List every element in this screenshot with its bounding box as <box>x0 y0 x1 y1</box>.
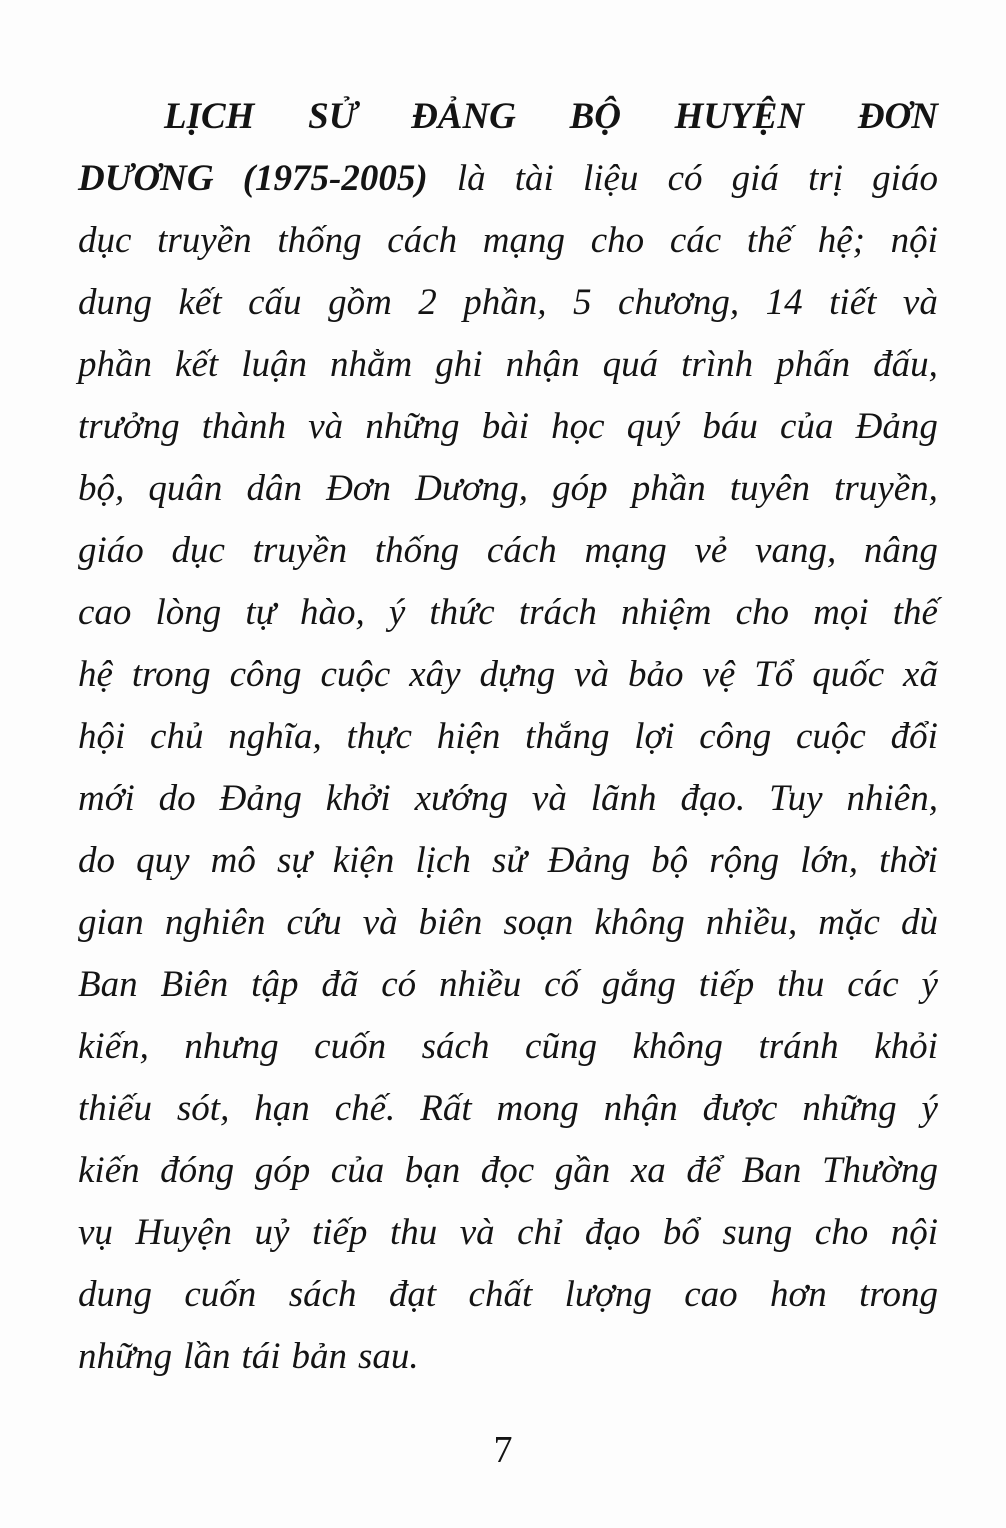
word: và <box>574 654 610 695</box>
word: cứu <box>286 902 342 943</box>
word: vụ <box>78 1212 113 1253</box>
text-line <box>78 1140 938 1202</box>
word: do <box>78 840 115 881</box>
word: mới <box>78 778 135 819</box>
word: ĐƠN <box>857 96 938 137</box>
word: do <box>158 778 196 819</box>
text-line <box>78 954 938 1016</box>
word: dục <box>78 220 132 261</box>
word: cuốn <box>314 1026 387 1067</box>
text-line <box>78 396 938 458</box>
word: báu <box>702 406 758 447</box>
word: 14 <box>765 282 803 323</box>
word: thu <box>777 964 825 1005</box>
word: cách <box>486 530 557 571</box>
word: mạng <box>584 530 667 571</box>
word: mọi <box>813 592 869 633</box>
word: Tổ <box>754 654 794 695</box>
text-line <box>78 1326 938 1388</box>
word: tự <box>245 592 276 633</box>
word: chỉ <box>517 1212 563 1253</box>
word: trị <box>808 158 844 199</box>
word: dung <box>78 1274 152 1315</box>
word: lợi <box>634 716 675 757</box>
word: nghiên <box>164 902 266 943</box>
word: khởi <box>325 778 391 819</box>
word: sót, <box>176 1088 230 1129</box>
word: thắng <box>525 716 610 757</box>
text-line <box>78 458 938 520</box>
word: thống <box>277 220 362 261</box>
word: khỏi <box>874 1026 938 1067</box>
word: và <box>531 778 567 819</box>
word: bài <box>481 406 529 447</box>
word: trình <box>681 344 754 385</box>
word: thế <box>746 220 793 261</box>
word: vang, <box>755 530 837 571</box>
word: nâng <box>863 530 938 571</box>
word: lãnh <box>590 778 657 819</box>
text-line <box>78 892 938 954</box>
word: bổ <box>662 1212 700 1253</box>
word: bộ, <box>78 468 125 509</box>
word: giáo <box>78 530 144 571</box>
body-paragraph <box>78 86 938 1388</box>
word: đạt <box>388 1274 437 1315</box>
word: rộng <box>709 840 780 881</box>
text-line <box>78 520 938 582</box>
word: lớn, <box>800 840 858 881</box>
word: tiết <box>829 282 877 323</box>
word: nhận <box>603 1088 678 1129</box>
word: cao <box>684 1274 738 1315</box>
word: nghĩa, <box>228 716 322 757</box>
text-line <box>78 1202 938 1264</box>
word: mô <box>210 840 256 881</box>
word: ý <box>388 592 406 633</box>
word: đổi <box>890 716 938 757</box>
text-line <box>78 334 938 396</box>
text-line <box>78 86 938 148</box>
text-line <box>78 1016 938 1078</box>
word: Rất <box>420 1088 472 1129</box>
word: thu <box>389 1212 438 1253</box>
word: sau. <box>358 1336 419 1377</box>
word: giáo <box>872 158 938 199</box>
word: chủ <box>150 716 204 757</box>
word: hơn <box>770 1274 827 1315</box>
word: BỘ <box>569 96 621 137</box>
text-line <box>78 830 938 892</box>
word: trưởng <box>78 406 180 447</box>
word: tài <box>514 158 554 199</box>
word: nhằm <box>330 344 413 385</box>
word: vệ <box>702 654 736 695</box>
word: Dương, <box>415 468 529 509</box>
word: xã <box>903 654 938 695</box>
word: cuộc <box>320 654 391 695</box>
word: ý <box>921 964 938 1005</box>
word: nhiên, <box>846 778 938 819</box>
word: quốc <box>812 654 885 695</box>
word: chương, <box>618 282 740 323</box>
word: quy <box>136 840 190 881</box>
word: dựng <box>479 654 556 695</box>
word: đóng <box>160 1150 235 1191</box>
word: gian <box>78 902 144 943</box>
word: kiến, <box>78 1026 149 1067</box>
word: tiếp <box>311 1212 368 1253</box>
word: sung <box>722 1212 793 1253</box>
word: sự <box>277 840 312 881</box>
word: và <box>902 282 938 323</box>
word: xây <box>409 654 461 695</box>
word: (1975-2005) <box>242 158 428 199</box>
word: soạn <box>503 902 574 943</box>
word: bản <box>291 1336 348 1377</box>
word: không <box>632 1026 723 1067</box>
text-line <box>78 706 938 768</box>
word: góp <box>552 468 608 509</box>
word: đọc <box>480 1150 535 1191</box>
word: những <box>78 1336 173 1377</box>
word: mong <box>496 1088 579 1129</box>
word: truyền <box>252 530 348 571</box>
word: nội <box>890 220 938 261</box>
word: sử <box>492 840 527 881</box>
word: sách <box>288 1274 357 1315</box>
text-line <box>78 1078 938 1140</box>
word: của <box>330 1150 385 1191</box>
word: có <box>381 964 417 1005</box>
word: thức <box>429 592 495 633</box>
word: luận <box>241 344 307 385</box>
word: kết <box>178 282 222 323</box>
text-line <box>78 644 938 706</box>
word: HUYỆN <box>674 96 805 137</box>
word: và <box>308 406 344 447</box>
word: truyền <box>157 220 252 261</box>
word: tuyên <box>729 468 811 509</box>
word: cuộc <box>796 716 866 757</box>
word: uỷ <box>254 1212 290 1253</box>
page-number: 7 <box>493 1429 513 1471</box>
word: gồm <box>328 282 392 323</box>
word: nhiều, <box>705 902 798 943</box>
word: trong <box>859 1274 938 1315</box>
word: quý <box>626 406 681 447</box>
word: mạng <box>482 220 566 261</box>
word: cho <box>590 220 645 261</box>
word: giá <box>731 158 779 199</box>
word: biên <box>418 902 483 943</box>
word: đấu, <box>873 344 938 385</box>
word: trong <box>131 654 211 695</box>
word: Ban <box>78 964 138 1005</box>
word: hội <box>78 716 126 757</box>
word: dù <box>900 902 938 943</box>
word: thời <box>879 840 938 881</box>
word: nhận <box>505 344 580 385</box>
word: Đảng <box>219 778 302 819</box>
word: Đảng <box>547 840 630 881</box>
word: của <box>780 406 834 447</box>
word: những <box>365 406 460 447</box>
text-line <box>78 1264 938 1326</box>
word: quá <box>602 344 659 385</box>
word: 5 <box>573 282 592 323</box>
word: kết <box>175 344 219 385</box>
word: cấu <box>248 282 302 323</box>
word: lịch <box>415 840 471 881</box>
word: những <box>802 1088 897 1129</box>
word: cao <box>78 592 132 633</box>
word: để <box>686 1150 722 1191</box>
word: cuốn <box>184 1274 257 1315</box>
word: ý <box>921 1088 938 1129</box>
word: cố <box>544 964 580 1005</box>
word: SỬ <box>308 96 358 137</box>
word: thiếu <box>78 1088 152 1129</box>
word: kiện <box>332 840 395 881</box>
word: trách <box>518 592 597 633</box>
word: dung <box>78 282 152 323</box>
word: Thường <box>821 1150 938 1191</box>
word: truyền, <box>834 468 938 509</box>
word: thế <box>892 592 938 633</box>
word: lòng <box>155 592 222 633</box>
word: dục <box>171 530 225 571</box>
word: liệu <box>582 158 639 199</box>
word: cách <box>387 220 458 261</box>
word: lượng <box>564 1274 652 1315</box>
word: tránh <box>758 1026 839 1067</box>
word: công <box>699 716 772 757</box>
word: vẻ <box>694 530 728 571</box>
word: xướng <box>414 778 508 819</box>
word: chế. <box>334 1088 396 1129</box>
word: hào, <box>299 592 365 633</box>
word: lần <box>183 1336 231 1377</box>
word: bộ <box>651 840 689 881</box>
word: gần <box>554 1150 611 1191</box>
word: phần, <box>463 282 547 323</box>
word: phấn <box>776 344 851 385</box>
word: nhiệm <box>621 592 712 633</box>
word: hệ; <box>817 220 865 261</box>
word: xa <box>630 1150 666 1191</box>
word: góp <box>254 1150 311 1191</box>
word: 2 <box>418 282 437 323</box>
word: Đảng <box>855 406 938 447</box>
word: nội <box>890 1212 938 1253</box>
word: ghi <box>435 344 483 385</box>
word: Huyện <box>135 1212 233 1253</box>
word: đạo <box>584 1212 641 1253</box>
word: hạn <box>254 1088 310 1129</box>
word: học <box>551 406 605 447</box>
text-line <box>78 582 938 644</box>
word: ĐẢNG <box>411 96 516 137</box>
word: công <box>229 654 302 695</box>
word: tập <box>251 964 299 1005</box>
word: mặc <box>818 902 880 943</box>
word: nhiều <box>439 964 522 1005</box>
word: phần <box>631 468 706 509</box>
word: Biên <box>160 964 229 1005</box>
word: phần <box>78 344 152 385</box>
word: chất <box>468 1274 533 1315</box>
word: đã <box>321 964 359 1005</box>
word: hiện <box>436 716 501 757</box>
word: đạo. <box>680 778 746 819</box>
word: các <box>847 964 899 1005</box>
word: không <box>594 902 685 943</box>
word: tiếp <box>698 964 755 1005</box>
text-line <box>78 768 938 830</box>
word: sách <box>421 1026 490 1067</box>
word: LỊCH <box>164 96 255 137</box>
word: bạn <box>404 1150 461 1191</box>
word: được <box>702 1088 778 1129</box>
word: Đơn <box>326 468 392 509</box>
word: quân <box>148 468 223 509</box>
word: cho <box>735 592 789 633</box>
word: Tuy <box>769 778 823 819</box>
text-line <box>78 272 938 334</box>
word: nhưng <box>184 1026 279 1067</box>
word: thực <box>346 716 412 757</box>
word: dân <box>246 468 302 509</box>
word: kiến <box>78 1150 140 1191</box>
word: thành <box>201 406 287 447</box>
word: tái <box>241 1336 281 1377</box>
text-line <box>78 148 938 210</box>
word: Ban <box>741 1150 802 1191</box>
word: thống <box>374 530 460 571</box>
word: hệ <box>78 654 113 695</box>
word: gắng <box>601 964 676 1005</box>
word: các <box>669 220 722 261</box>
text-line <box>78 210 938 272</box>
word: cũng <box>525 1026 597 1067</box>
word: và <box>459 1212 495 1253</box>
word: DƯƠNG <box>78 158 214 199</box>
word: bảo <box>627 654 684 695</box>
word: có <box>667 158 703 199</box>
word: và <box>362 902 398 943</box>
word: cho <box>814 1212 869 1253</box>
word: là <box>456 158 486 199</box>
